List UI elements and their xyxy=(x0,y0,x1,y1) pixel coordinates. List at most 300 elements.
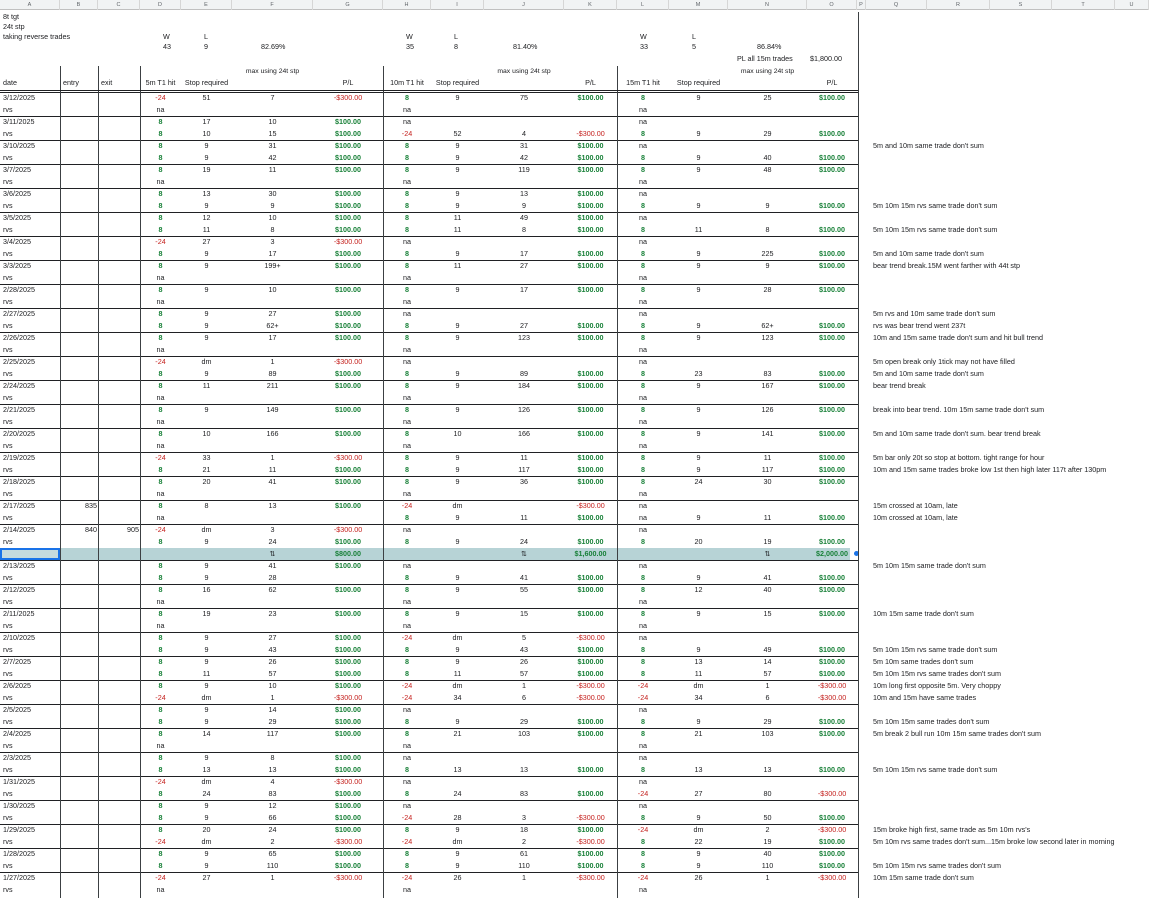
note-cell[interactable]: 15m broke high first, same trade as 5m 10m rvs's xyxy=(873,825,1031,834)
data-cell[interactable]: -24 xyxy=(155,777,166,786)
data-cell[interactable]: 9 xyxy=(696,285,701,294)
date-cell[interactable]: 3/4/2025 xyxy=(3,237,31,246)
data-cell[interactable]: 13 xyxy=(520,765,528,774)
data-cell[interactable]: 13 xyxy=(763,765,772,774)
date-cell[interactable]: rvs xyxy=(3,537,13,546)
data-cell[interactable]: 89 xyxy=(268,369,277,378)
data-cell[interactable]: 8 xyxy=(158,201,163,210)
data-cell[interactable]: 10 xyxy=(202,129,211,138)
date-cell[interactable]: 3/5/2025 xyxy=(3,213,31,222)
data-cell[interactable]: $100.00 xyxy=(577,261,604,270)
data-cell[interactable]: $100.00 xyxy=(335,153,361,162)
data-cell[interactable]: 42 xyxy=(268,153,277,162)
data-cell[interactable]: 11 xyxy=(268,165,277,174)
date-cell[interactable]: 2/13/2025 xyxy=(3,561,35,570)
data-cell[interactable]: 57 xyxy=(763,669,772,678)
date-cell[interactable]: 3/10/2025 xyxy=(3,141,35,150)
data-cell[interactable]: $100.00 xyxy=(577,849,604,858)
data-cell[interactable]: na xyxy=(403,777,411,786)
pl-all-15m-value[interactable]: $1,800.00 xyxy=(810,54,842,63)
data-cell[interactable]: 6 xyxy=(522,693,526,702)
data-cell[interactable]: 9 xyxy=(455,381,460,390)
data-cell[interactable]: 9 xyxy=(204,201,209,210)
summary-pct5[interactable]: 82.69% xyxy=(261,42,286,51)
data-cell[interactable]: 9 xyxy=(455,201,460,210)
data-cell[interactable]: na xyxy=(403,753,411,762)
data-cell[interactable]: 43 xyxy=(268,645,277,654)
data-cell[interactable]: 225 xyxy=(761,249,774,258)
date-cell[interactable]: rvs xyxy=(3,369,13,378)
data-cell[interactable]: na xyxy=(156,297,165,306)
header-date[interactable]: date xyxy=(3,78,17,87)
data-cell[interactable]: 8 xyxy=(405,465,409,474)
date-cell[interactable]: 2/3/2025 xyxy=(3,753,31,762)
data-cell[interactable]: 1 xyxy=(270,453,275,462)
date-cell[interactable]: rvs xyxy=(3,513,13,522)
data-cell[interactable]: na xyxy=(639,309,647,318)
data-cell[interactable]: 40 xyxy=(763,585,772,594)
data-cell[interactable]: 8 xyxy=(641,261,645,270)
data-cell[interactable]: na xyxy=(403,705,411,714)
date-cell[interactable]: 2/11/2025 xyxy=(3,609,35,618)
data-cell[interactable]: 30 xyxy=(268,189,277,198)
data-cell[interactable]: 11 xyxy=(453,213,462,222)
data-cell[interactable]: $100.00 xyxy=(819,249,845,258)
data-cell[interactable]: 8 xyxy=(765,225,770,234)
data-cell[interactable]: $100.00 xyxy=(577,645,604,654)
data-cell[interactable]: 12 xyxy=(694,585,703,594)
data-cell[interactable]: 8 xyxy=(641,765,645,774)
data-cell[interactable]: 29 xyxy=(520,717,528,726)
data-cell[interactable]: $100.00 xyxy=(335,201,361,210)
date-cell[interactable]: 2/12/2025 xyxy=(3,585,35,594)
data-cell[interactable]: -$300.00 xyxy=(576,129,605,138)
note-cell[interactable]: 10m 15m same trade don't sum xyxy=(873,873,974,882)
data-cell[interactable]: $100.00 xyxy=(335,681,361,690)
data-cell[interactable]: 8 xyxy=(641,453,645,462)
data-cell[interactable]: 11 xyxy=(763,513,772,522)
data-cell[interactable]: 40 xyxy=(763,849,772,858)
data-cell[interactable]: 9 xyxy=(522,201,526,210)
data-cell[interactable]: 40 xyxy=(763,153,772,162)
data-cell[interactable]: 3 xyxy=(270,237,275,246)
data-cell[interactable]: na xyxy=(403,393,411,402)
note-cell[interactable]: 5m 10m 15m rvs same trade don't sum xyxy=(873,645,998,654)
data-cell[interactable]: 1 xyxy=(270,693,275,702)
data-cell[interactable]: 103 xyxy=(761,729,774,738)
data-cell[interactable]: 27 xyxy=(202,873,211,882)
data-cell[interactable]: 66 xyxy=(268,813,277,822)
data-cell[interactable]: 8 xyxy=(158,669,163,678)
data-cell[interactable]: 25 xyxy=(763,93,772,102)
data-cell[interactable]: 9 xyxy=(455,153,460,162)
data-cell[interactable]: $100.00 xyxy=(819,537,845,546)
data-cell[interactable]: na xyxy=(639,753,647,762)
data-cell[interactable]: 8 xyxy=(405,825,409,834)
data-cell[interactable]: na xyxy=(639,777,647,786)
data-cell[interactable]: 9 xyxy=(696,861,701,870)
data-cell[interactable]: 8 xyxy=(158,585,163,594)
header-max-using-24t-stp[interactable]: max using 24t stp xyxy=(740,68,795,75)
data-cell[interactable]: $100.00 xyxy=(577,825,604,834)
note-cell[interactable]: 5m 10m same trades don't sum xyxy=(873,657,974,666)
data-cell[interactable]: 19 xyxy=(202,609,211,618)
data-cell[interactable]: na xyxy=(639,621,647,630)
data-cell[interactable]: 24 xyxy=(520,537,528,546)
data-cell[interactable]: 28 xyxy=(453,813,462,822)
data-cell[interactable]: 24 xyxy=(268,825,277,834)
data-cell[interactable]: $100.00 xyxy=(819,369,845,378)
data-cell[interactable]: na xyxy=(639,213,647,222)
data-cell[interactable]: $100.00 xyxy=(819,717,845,726)
data-cell[interactable]: 89 xyxy=(520,369,528,378)
note-cell[interactable]: bear trend break xyxy=(873,381,926,390)
data-cell[interactable]: 9 xyxy=(696,321,701,330)
data-cell[interactable]: 29 xyxy=(268,717,277,726)
data-cell[interactable]: 28 xyxy=(268,573,277,582)
data-cell[interactable]: 9 xyxy=(696,465,701,474)
data-cell[interactable]: 8 xyxy=(405,333,409,342)
data-cell[interactable]: 8 xyxy=(158,705,163,714)
data-cell[interactable]: $100.00 xyxy=(577,861,604,870)
data-cell[interactable]: $100.00 xyxy=(335,225,361,234)
data-cell[interactable]: 31 xyxy=(520,141,528,150)
data-cell[interactable]: 9 xyxy=(455,321,460,330)
data-cell[interactable]: 33 xyxy=(202,453,211,462)
column-header-b[interactable]: B xyxy=(60,0,98,10)
data-cell[interactable]: na xyxy=(156,393,165,402)
date-cell[interactable]: rvs xyxy=(3,249,13,258)
data-cell[interactable]: -24 xyxy=(401,633,413,642)
data-cell[interactable]: na xyxy=(403,441,411,450)
data-cell[interactable]: -$300.00 xyxy=(576,813,605,822)
data-cell[interactable]: 34 xyxy=(453,693,462,702)
date-cell[interactable]: rvs xyxy=(3,765,13,774)
data-cell[interactable]: $100.00 xyxy=(335,129,361,138)
data-cell[interactable]: -$300.00 xyxy=(333,93,363,102)
data-cell[interactable]: 9 xyxy=(696,813,701,822)
sheet-note[interactable]: 24t stp xyxy=(3,22,25,31)
data-cell[interactable]: -$300.00 xyxy=(817,825,847,834)
data-cell[interactable]: 8 xyxy=(641,381,645,390)
date-cell[interactable]: 3/12/2025 xyxy=(3,93,35,102)
data-cell[interactable]: 117 xyxy=(761,465,774,474)
data-cell[interactable]: 8 xyxy=(158,141,163,150)
data-cell[interactable]: 166 xyxy=(266,429,279,438)
data-cell[interactable]: $100.00 xyxy=(335,765,361,774)
data-cell[interactable]: 10 xyxy=(268,285,277,294)
data-cell[interactable]: 8 xyxy=(158,813,163,822)
data-cell[interactable]: 9 xyxy=(204,369,209,378)
data-cell[interactable]: 8 xyxy=(405,321,409,330)
column-header-g[interactable]: G xyxy=(313,0,383,10)
data-cell[interactable]: 23 xyxy=(268,609,277,618)
data-cell[interactable]: 8 xyxy=(158,609,163,618)
header-p-l[interactable]: P/L xyxy=(585,78,596,87)
data-cell[interactable]: 9 xyxy=(765,201,770,210)
header-max-using-24t-stp[interactable]: max using 24t stp xyxy=(245,68,300,75)
data-cell[interactable]: 9 xyxy=(696,93,701,102)
data-cell[interactable]: -24 xyxy=(637,681,649,690)
data-cell[interactable]: 8 xyxy=(158,717,163,726)
data-cell[interactable]: $100.00 xyxy=(335,585,361,594)
data-cell[interactable]: na xyxy=(639,489,647,498)
data-cell[interactable]: 41 xyxy=(268,561,277,570)
data-cell[interactable]: 9 xyxy=(204,537,209,546)
summary-w15[interactable]: 33 xyxy=(640,42,648,51)
data-cell[interactable]: na xyxy=(639,141,647,150)
data-cell[interactable]: 9 xyxy=(696,129,701,138)
date-cell[interactable]: 2/10/2025 xyxy=(3,633,35,642)
data-cell[interactable]: $100.00 xyxy=(819,225,845,234)
data-cell[interactable]: 83 xyxy=(520,789,528,798)
data-cell[interactable]: 11 xyxy=(453,261,462,270)
date-cell[interactable]: 3/3/2025 xyxy=(3,261,31,270)
note-cell[interactable]: 5m and 10m same trade don't sum xyxy=(873,249,984,258)
data-cell[interactable]: 8 xyxy=(641,849,645,858)
data-cell[interactable]: $800.00 xyxy=(335,549,361,558)
note-cell[interactable]: 5m and 10m same trade don't sum xyxy=(873,369,984,378)
data-cell[interactable]: na xyxy=(403,345,411,354)
data-cell[interactable]: 8 xyxy=(158,321,163,330)
data-cell[interactable]: 15 xyxy=(763,609,772,618)
data-cell[interactable]: 9 xyxy=(455,405,460,414)
data-cell[interactable]: 8 xyxy=(405,573,409,582)
data-cell[interactable]: 27 xyxy=(268,309,277,318)
data-cell[interactable]: 9 xyxy=(455,285,460,294)
date-cell[interactable]: 3/6/2025 xyxy=(3,189,31,198)
data-cell[interactable]: na xyxy=(403,177,411,186)
data-cell[interactable]: $100.00 xyxy=(577,537,604,546)
data-cell[interactable]: 123 xyxy=(761,333,774,342)
data-cell[interactable]: 8 xyxy=(158,633,163,642)
data-cell[interactable]: na xyxy=(403,597,411,606)
summary-w-label[interactable]: W xyxy=(406,32,413,41)
pl-all-15m-label[interactable]: PL all 15m trades xyxy=(737,54,793,63)
note-cell[interactable]: 5m rvs and 10m same trade don't sum xyxy=(873,309,996,318)
data-cell[interactable]: 20 xyxy=(202,825,211,834)
data-cell[interactable]: 9 xyxy=(204,849,209,858)
data-cell[interactable]: 16 xyxy=(202,585,211,594)
note-cell[interactable]: 5m 10m 15m rvs same trades don't sum xyxy=(873,669,1001,678)
summary-w10[interactable]: 35 xyxy=(406,42,414,51)
note-cell[interactable]: 5m 10m 15m same trade don't sum xyxy=(873,561,986,570)
data-cell[interactable]: 8 xyxy=(158,861,163,870)
data-cell[interactable]: 24 xyxy=(453,789,462,798)
data-cell[interactable]: 8 xyxy=(405,201,409,210)
date-cell[interactable]: 2/21/2025 xyxy=(3,405,35,414)
data-cell[interactable]: $100.00 xyxy=(819,453,845,462)
data-cell[interactable]: 17 xyxy=(268,249,277,258)
data-cell[interactable]: 9 xyxy=(696,513,701,522)
data-cell[interactable]: 9 xyxy=(696,849,701,858)
data-cell[interactable]: 9 xyxy=(696,405,701,414)
data-cell[interactable]: 8 xyxy=(641,573,645,582)
data-cell[interactable]: 8 xyxy=(158,561,163,570)
data-cell[interactable]: 103 xyxy=(518,729,530,738)
note-cell[interactable]: 5m 10m 15m rvs same trades don't sum xyxy=(873,861,1001,870)
data-cell[interactable]: 8 xyxy=(641,285,645,294)
data-cell[interactable]: $1,600.00 xyxy=(574,549,607,558)
summary-l-label[interactable]: L xyxy=(692,32,696,41)
data-cell[interactable]: -$300.00 xyxy=(333,237,363,246)
data-cell[interactable]: na xyxy=(639,105,647,114)
data-cell[interactable]: -24 xyxy=(637,789,649,798)
data-cell[interactable]: $100.00 xyxy=(577,213,604,222)
data-cell[interactable]: 9 xyxy=(204,561,209,570)
data-cell[interactable]: 10 xyxy=(268,681,277,690)
data-cell[interactable]: -24 xyxy=(155,453,166,462)
data-cell[interactable]: $100.00 xyxy=(577,93,604,102)
data-cell[interactable]: 211 xyxy=(266,381,279,390)
note-cell[interactable]: 5m 10m 15m same trades don't sum xyxy=(873,717,990,726)
data-cell[interactable]: -24 xyxy=(637,873,649,882)
note-cell[interactable]: 10m and 15m have same trades xyxy=(873,693,977,702)
data-cell[interactable]: 8 xyxy=(641,669,645,678)
data-cell[interactable]: na xyxy=(639,441,647,450)
date-cell[interactable]: rvs xyxy=(3,741,13,750)
column-header-f[interactable]: F xyxy=(232,0,313,10)
column-header-r[interactable]: R xyxy=(927,0,990,10)
summary-l-label[interactable]: L xyxy=(204,32,208,41)
data-cell[interactable]: 9 xyxy=(455,861,460,870)
data-cell[interactable]: 23 xyxy=(694,369,703,378)
data-cell[interactable]: na xyxy=(403,801,411,810)
data-cell[interactable]: $100.00 xyxy=(819,669,845,678)
data-cell[interactable]: 8 xyxy=(204,501,209,510)
date-cell[interactable]: rvs xyxy=(3,201,13,210)
data-cell[interactable]: 8 xyxy=(641,585,645,594)
data-cell[interactable]: 8 xyxy=(158,129,163,138)
data-cell[interactable]: 8 xyxy=(641,861,645,870)
data-cell[interactable]: 9 xyxy=(696,717,701,726)
data-cell[interactable]: 11 xyxy=(453,225,462,234)
data-cell[interactable]: 8 xyxy=(641,369,645,378)
data-cell[interactable]: $100.00 xyxy=(577,225,604,234)
data-cell[interactable]: $100.00 xyxy=(335,705,361,714)
data-cell[interactable]: 123 xyxy=(518,333,530,342)
data-cell[interactable]: 30 xyxy=(763,477,772,486)
data-cell[interactable]: $100.00 xyxy=(819,573,845,582)
date-cell[interactable]: rvs xyxy=(3,273,13,282)
data-cell[interactable]: 8 xyxy=(158,381,163,390)
data-cell[interactable]: 1 xyxy=(270,357,275,366)
note-cell[interactable]: 10m long first opposite 5m. Very choppy xyxy=(873,681,1001,690)
date-cell[interactable]: 1/27/2025 xyxy=(3,873,35,882)
data-cell[interactable]: 8 xyxy=(405,849,409,858)
header-entry[interactable]: entry xyxy=(63,78,79,87)
data-cell[interactable]: 9 xyxy=(204,573,209,582)
data-cell[interactable]: $100.00 xyxy=(335,825,361,834)
data-cell[interactable]: 9 xyxy=(270,201,275,210)
data-cell[interactable]: 26 xyxy=(268,657,277,666)
column-header-m[interactable]: M xyxy=(669,0,728,10)
data-cell[interactable]: 9 xyxy=(204,309,209,318)
data-cell[interactable]: -$300.00 xyxy=(333,693,363,702)
data-cell[interactable]: 11 xyxy=(202,381,211,390)
data-cell[interactable]: 9 xyxy=(455,141,460,150)
summary-l5[interactable]: 9 xyxy=(204,42,208,51)
data-cell[interactable]: $100.00 xyxy=(819,477,845,486)
date-cell[interactable]: rvs xyxy=(3,465,13,474)
data-cell[interactable]: 9 xyxy=(765,261,770,270)
data-cell[interactable]: na xyxy=(156,885,165,894)
data-cell[interactable]: 62+ xyxy=(266,321,279,330)
data-cell[interactable]: na xyxy=(639,741,647,750)
data-cell[interactable]: 167 xyxy=(761,381,774,390)
data-cell[interactable]: 8 xyxy=(158,213,163,222)
data-cell[interactable]: -24 xyxy=(401,501,413,510)
data-cell[interactable]: 8 xyxy=(158,753,163,762)
data-cell[interactable]: na xyxy=(639,705,647,714)
data-cell[interactable]: 8 xyxy=(405,537,409,546)
data-cell[interactable]: 13 xyxy=(268,765,277,774)
data-cell[interactable]: 9 xyxy=(696,201,701,210)
date-cell[interactable]: rvs xyxy=(3,813,13,822)
data-cell[interactable]: $100.00 xyxy=(819,657,845,666)
data-cell[interactable]: 8 xyxy=(158,681,163,690)
data-cell[interactable]: $100.00 xyxy=(335,321,361,330)
data-cell[interactable]: 9 xyxy=(204,753,209,762)
data-cell[interactable]: 49 xyxy=(763,645,772,654)
data-cell[interactable]: 9 xyxy=(696,153,701,162)
data-cell[interactable]: 21 xyxy=(694,729,703,738)
data-cell[interactable]: $100.00 xyxy=(577,453,604,462)
data-cell[interactable]: 48 xyxy=(763,165,772,174)
data-cell[interactable]: 8 xyxy=(158,765,163,774)
data-cell[interactable]: -24 xyxy=(401,813,413,822)
data-cell[interactable]: na xyxy=(403,105,411,114)
data-cell[interactable]: $100.00 xyxy=(577,405,604,414)
note-cell[interactable]: break into bear trend. 10m 15m same trade don't sum xyxy=(873,405,1045,414)
data-cell[interactable]: 9 xyxy=(696,573,701,582)
data-cell[interactable]: $100.00 xyxy=(819,465,845,474)
data-cell[interactable]: 8 xyxy=(158,789,163,798)
data-cell[interactable]: 8 xyxy=(405,477,409,486)
date-cell[interactable]: rvs xyxy=(3,177,13,186)
data-cell[interactable]: 11 xyxy=(763,453,772,462)
data-cell[interactable]: 9 xyxy=(696,645,701,654)
data-cell[interactable]: 27 xyxy=(520,261,528,270)
data-cell[interactable]: 7 xyxy=(270,93,275,102)
column-header-s[interactable]: S xyxy=(990,0,1052,10)
data-cell[interactable]: 29 xyxy=(763,129,772,138)
data-cell[interactable]: 52 xyxy=(453,129,462,138)
column-header-c[interactable]: C xyxy=(98,0,140,10)
data-cell[interactable]: 8 xyxy=(405,645,409,654)
date-cell[interactable]: rvs xyxy=(3,837,13,846)
data-cell[interactable]: 61 xyxy=(520,849,528,858)
data-cell[interactable]: 15 xyxy=(520,609,528,618)
data-cell[interactable]: 9 xyxy=(204,681,209,690)
data-cell[interactable]: 9 xyxy=(696,249,701,258)
data-cell[interactable]: 8 xyxy=(641,225,645,234)
data-cell[interactable]: 1 xyxy=(522,681,526,690)
data-cell[interactable]: 20 xyxy=(202,477,211,486)
date-cell[interactable]: rvs xyxy=(3,573,13,582)
data-cell[interactable]: 13 xyxy=(694,657,703,666)
data-cell[interactable]: $100.00 xyxy=(819,285,845,294)
data-cell[interactable]: -$300.00 xyxy=(817,873,847,882)
data-cell[interactable]: $100.00 xyxy=(335,369,361,378)
data-cell[interactable]: 9 xyxy=(204,813,209,822)
data-cell[interactable]: 22 xyxy=(694,837,703,846)
data-cell[interactable]: 26 xyxy=(453,873,462,882)
data-cell[interactable]: $100.00 xyxy=(577,465,604,474)
date-cell[interactable]: 2/28/2025 xyxy=(3,285,35,294)
data-cell[interactable]: 9 xyxy=(455,249,460,258)
data-cell[interactable]: $100.00 xyxy=(577,657,604,666)
